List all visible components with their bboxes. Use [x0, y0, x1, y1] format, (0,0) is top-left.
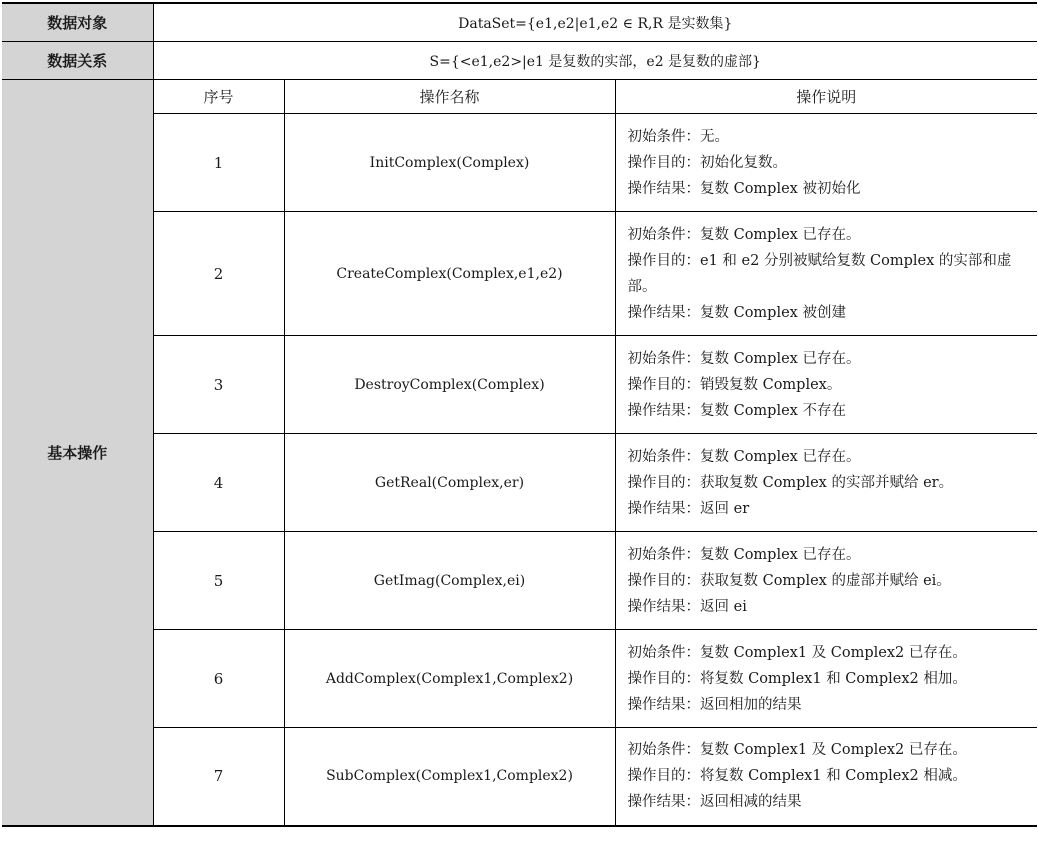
op-number: 2 — [153, 212, 284, 336]
table-row — [2, 728, 1037, 826]
data-object-value: DataSet={e1,e2|e1,e2 ∈ R,R 是实数集} — [153, 3, 1037, 42]
op-number: 3 — [153, 336, 284, 434]
op-description — [615, 728, 1037, 826]
header-row — [2, 80, 1037, 114]
op-description — [615, 630, 1037, 728]
op-number: 6 — [153, 630, 284, 728]
op-desc-line: 操作目的：销毁复数 Complex。 — [627, 376, 842, 393]
data-relation-value: S={<e1,e2>|e1 是复数的实部，e2 是复数的虚部} — [153, 42, 1037, 80]
data-object-label: 数据对象 — [2, 3, 153, 42]
op-description — [615, 336, 1037, 434]
op-desc-line: 操作结果：返回相加的结果 — [627, 696, 802, 713]
op-description — [615, 212, 1037, 336]
data-object-row — [2, 3, 1037, 42]
op-desc-line: 初始条件：复数 Complex 已存在。 — [627, 448, 861, 465]
adt-table-container — [2, 2, 1037, 827]
op-number: 4 — [153, 434, 284, 532]
op-desc-line: 操作目的：e1 和 e2 分别被赋给复数 Complex 的实部和虚部。 — [627, 252, 1012, 295]
data-relation-row — [2, 42, 1037, 80]
table-row — [2, 434, 1037, 532]
op-name: InitComplex(Complex) — [284, 114, 615, 212]
header-seq: 序号 — [153, 80, 284, 114]
op-desc-line: 操作结果：返回 ei — [627, 598, 747, 615]
op-desc-line: 操作结果：复数 Complex 被创建 — [627, 304, 846, 321]
complex-adt-table — [2, 2, 1037, 827]
op-number: 7 — [153, 728, 284, 826]
op-name: GetReal(Complex,er) — [284, 434, 615, 532]
op-desc-line: 操作目的：将复数 Complex1 和 Complex2 相加。 — [627, 670, 967, 687]
op-desc-line: 操作结果：复数 Complex 被初始化 — [627, 180, 861, 197]
table-row — [2, 630, 1037, 728]
op-desc-line: 操作目的：获取复数 Complex 的虚部并赋给 ei。 — [627, 572, 951, 589]
op-description — [615, 434, 1037, 532]
table-row — [2, 532, 1037, 630]
op-number: 1 — [153, 114, 284, 212]
op-name: DestroyComplex(Complex) — [284, 336, 615, 434]
op-name: SubComplex(Complex1,Complex2) — [284, 728, 615, 826]
data-relation-label: 数据关系 — [2, 42, 153, 80]
op-desc-line: 初始条件：复数 Complex 已存在。 — [627, 350, 861, 367]
op-name: AddComplex(Complex1,Complex2) — [284, 630, 615, 728]
op-desc-line: 初始条件：复数 Complex1 及 Complex2 已存在。 — [627, 644, 967, 661]
header-desc: 操作说明 — [615, 80, 1037, 114]
op-desc-line: 操作结果：复数 Complex 不存在 — [627, 402, 846, 419]
table-row — [2, 212, 1037, 336]
op-desc-line: 操作结果：返回相减的结果 — [627, 794, 802, 811]
op-desc-line: 操作目的：初始化复数。 — [627, 154, 787, 171]
op-desc-line: 初始条件：无。 — [627, 128, 729, 145]
op-desc-line: 操作结果：返回 er — [627, 500, 750, 517]
table-row — [2, 114, 1037, 212]
header-name: 操作名称 — [284, 80, 615, 114]
op-desc-line: 初始条件：复数 Complex1 及 Complex2 已存在。 — [627, 742, 967, 759]
op-name: CreateComplex(Complex,e1,e2) — [284, 212, 615, 336]
op-desc-line: 操作目的：获取复数 Complex 的实部并赋给 er。 — [627, 474, 954, 491]
op-desc-line: 初始条件：复数 Complex 已存在。 — [627, 226, 861, 243]
op-desc-line: 初始条件：复数 Complex 已存在。 — [627, 546, 861, 563]
table-row — [2, 336, 1037, 434]
op-number: 5 — [153, 532, 284, 630]
op-desc-line: 操作目的：将复数 Complex1 和 Complex2 相减。 — [627, 768, 967, 785]
op-name: GetImag(Complex,ei) — [284, 532, 615, 630]
basic-ops-label: 基本操作 — [2, 80, 153, 826]
op-description — [615, 114, 1037, 212]
op-description — [615, 532, 1037, 630]
